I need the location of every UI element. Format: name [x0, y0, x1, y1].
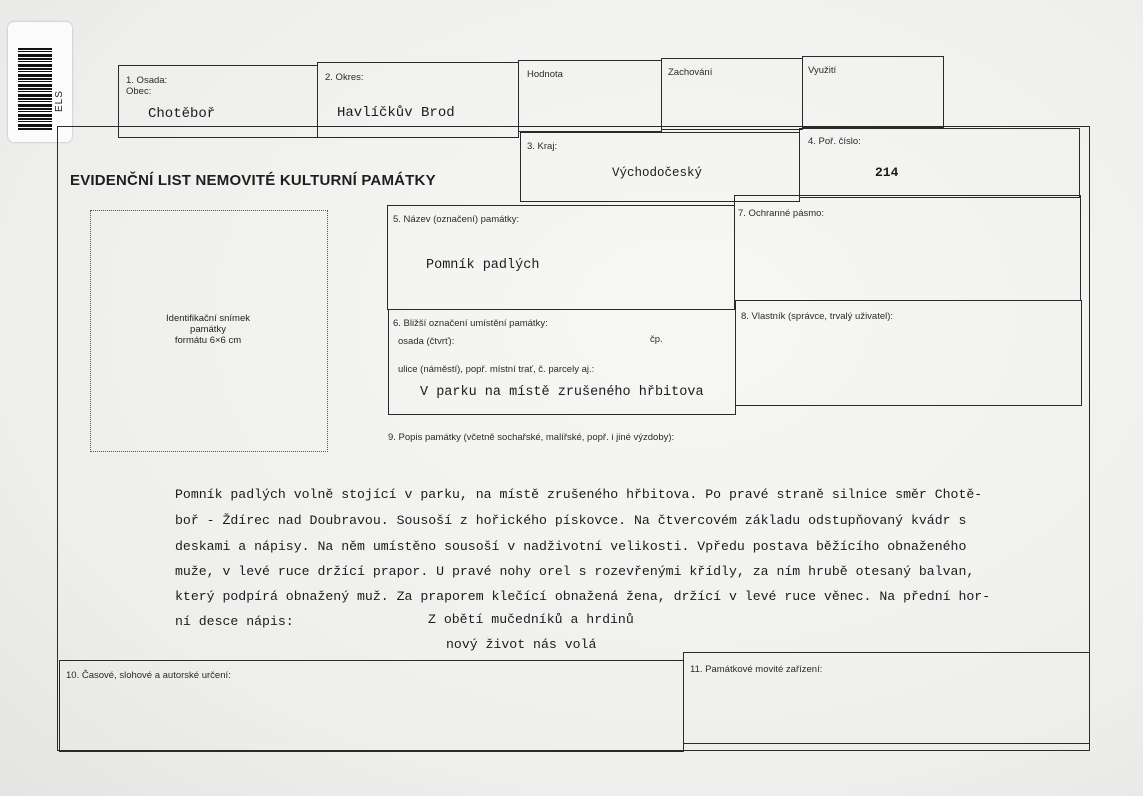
photo-caption-line3: formátu 6×6 cm — [174, 335, 242, 346]
okres-label: 2. Okres: — [325, 72, 364, 83]
barcode-sticker — [8, 22, 72, 142]
blizsi-value: V parku na místě zrušeného hřbitova — [420, 385, 704, 400]
blizsi-ulice-label: ulice (náměstí), popř. místní trať, č. parcely aj.: — [398, 364, 595, 375]
obec-value: Chotěboř — [148, 106, 216, 122]
popis-line: deskami a nápisy. Na něm umístěno sousoší v nadživotní velikosti. Vpředu postava běžícího obnaženého — [175, 539, 967, 554]
nazev-label: 5. Název (označení) památky: — [393, 214, 520, 225]
sticker-code: ELS — [54, 90, 65, 112]
vyuziti-label: Využití — [808, 65, 837, 76]
por-cislo-value: 214 — [875, 165, 899, 180]
popis-line: boř - Ždírec nad Doubravou. Sousoší z hořického pískovce. Na čtvercovém základu odstupňovaný kvádr s — [175, 513, 967, 528]
movite-label: 11. Památkové movité zařízení: — [690, 664, 823, 675]
kraj-value: Východočeský — [612, 166, 703, 180]
photo-caption-line1: Identifikační snímek — [166, 313, 250, 324]
okres-value: Havlíčkův Brod — [337, 105, 455, 121]
obec-label: Obec: — [126, 86, 152, 97]
zachovani-label: Zachování — [668, 67, 713, 78]
osada-label: 1. Osada: — [126, 75, 168, 86]
kraj-label: 3. Kraj: — [527, 141, 558, 152]
vlastnik-label: 8. Vlastník (správce, trvalý uživatel): — [741, 311, 894, 322]
inscription-line2: nový život nás volá — [446, 637, 597, 652]
popis-line: ní desce nápis: — [175, 614, 294, 629]
photo-caption-line2: památky — [190, 324, 226, 335]
nazev-value: Pomník padlých — [426, 258, 540, 273]
casove-label: 10. Časové, slohové a autorské určení: — [66, 670, 231, 681]
barcode-icon — [18, 48, 52, 130]
popis-line: muže, v levé ruce držící prapor. U pravé nohy orel s rozevřenými křídly, za ním hrubě otesaný balvan, — [175, 564, 975, 579]
blizsi-label: 6. Bližší označení umístění památky: — [393, 318, 548, 329]
por-cislo-label: 4. Poř. číslo: — [808, 136, 861, 147]
popis-line: Pomník padlých volně stojící v parku, na místě zrušeného hřbitova. Po pravé straně silnice směr Chotě- — [175, 487, 983, 502]
blizsi-osada-label: osada (čtvrť): — [398, 336, 455, 347]
photo-caption — [90, 313, 326, 346]
hodnota-label: Hodnota — [527, 69, 563, 80]
popis-line: který podpírá obnažený muž. Za praporem klečící obnažená žena, držící v levé ruce věnec. Na přední hor- — [175, 589, 991, 604]
blizsi-cp-label: čp. — [650, 334, 663, 345]
form-title: EVIDENČNÍ LIST NEMOVITÉ KULTURNÍ PAMÁTKY — [70, 172, 436, 189]
popis-label: 9. Popis památky (včetně sochařské, malířské, popř. i jiné výzdoby): — [388, 432, 675, 443]
ochranne-pasmo-label: 7. Ochranné pásmo: — [738, 208, 825, 219]
inscription-line1: Z obětí mučedníků a hrdinů — [428, 612, 634, 627]
